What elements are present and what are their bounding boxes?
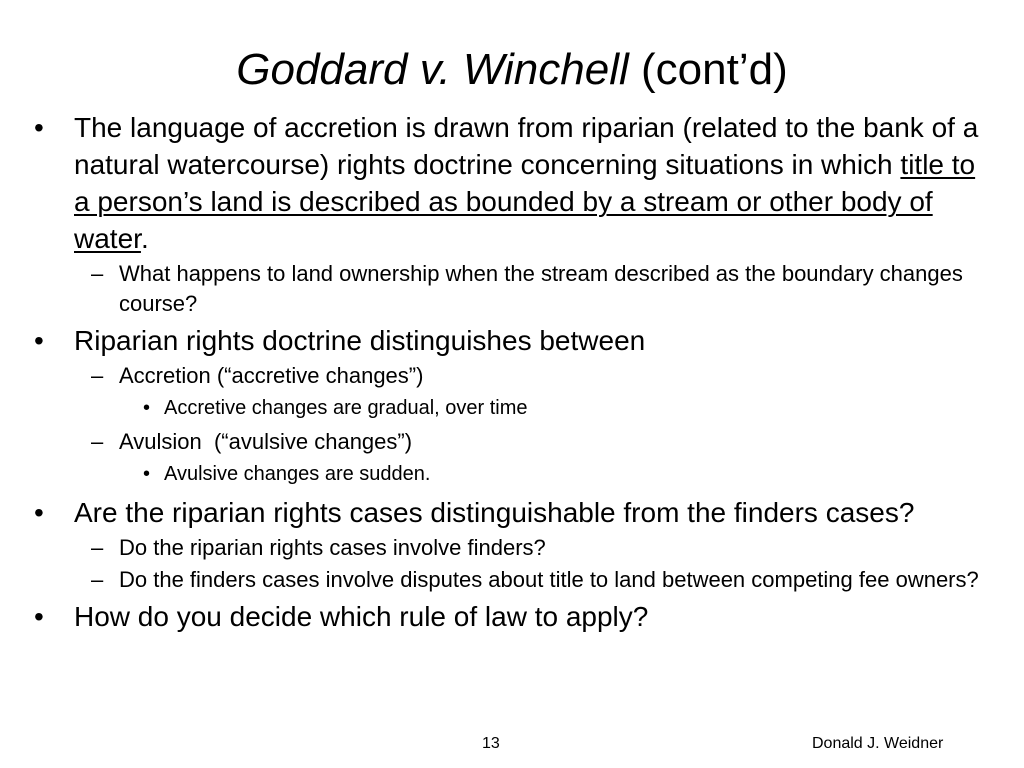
title-suffix: (cont’d) [628,45,788,94]
bullet-text: The language of accretion is drawn from riparian (related to the bank of a natural watercourse) rights doctrine concerning situations in which [74,112,979,180]
bullet-text-end: . [140,223,149,254]
sub-bullet-accretion [0,361,1024,391]
sub-sub-bullet-accretive-gradual [0,391,1024,425]
bullet-text: Are the riparian rights cases distinguishable from the finders cases? [74,497,915,528]
sub-bullet-avulsion [0,427,1024,457]
bullet-dash-icon: – [91,261,104,286]
bullet-accretion-language [0,109,1024,257]
sub-bullet-text: What happens to land ownership when the stream described as the boundary changes course? [119,261,963,316]
bullet-dash-icon: – [91,535,104,560]
slide-title [0,40,1024,100]
bullet-which-rule [0,598,1024,635]
slide-content [0,106,1024,635]
bullet-dot-icon: • [34,497,44,528]
bullet-dot-icon: • [143,463,151,485]
title-case-name: Goddard v. Winchell [236,45,629,94]
bullet-dot-icon: • [34,601,44,632]
bullet-dot-icon: • [34,112,44,143]
sub-sub-bullet-avulsive-sudden [0,457,1024,491]
sub-bullet-text: Avulsion (“avulsive changes”) [119,429,413,454]
sub-bullet-stream-changes-course [0,259,1024,319]
bullet-text: Riparian rights doctrine distinguishes between [74,325,646,356]
footer-author: Donald J. Weidner [812,735,944,752]
bullet-text: How do you decide which rule of law to apply? [74,601,649,632]
sub-bullet-involve-finders [0,533,1024,563]
bullet-underlined-text: title to a person’s land is described as bounded by a stream or other body of water [74,149,976,254]
bullet-dash-icon: – [91,429,104,454]
sub-bullet-text: Accretion (“accretive changes”) [119,363,424,388]
sub-bullet-text: Do the riparian rights cases involve finders? [119,535,546,560]
bullet-distinguishable-cases [0,494,1024,531]
sub-bullet-title-disputes [0,565,1024,595]
page-number: 13 [482,735,500,752]
bullet-dot-icon: • [143,397,151,419]
bullet-dash-icon: – [91,567,104,592]
sub-sub-bullet-text: Avulsive changes are sudden. [164,463,431,485]
bullet-dash-icon: – [91,363,104,388]
bullet-riparian-distinguishes [0,322,1024,359]
bullet-dot-icon: • [34,325,44,356]
sub-bullet-text: Do the finders cases involve disputes about title to land between competing fee owners? [119,567,979,592]
sub-sub-bullet-text: Accretive changes are gradual, over time [164,397,528,419]
